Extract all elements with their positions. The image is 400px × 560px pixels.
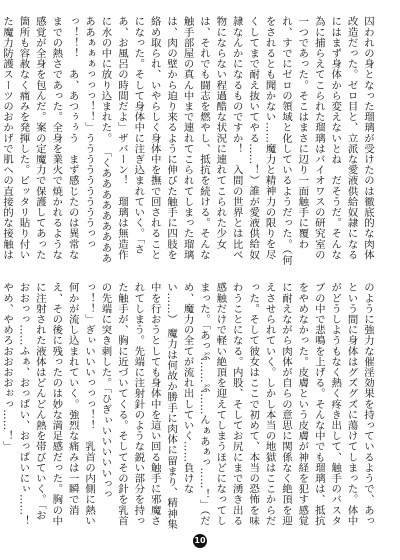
upper-text-block — [1, 16, 376, 270]
page-number-badge: 10 — [193, 534, 207, 548]
lower-text-block — [1, 282, 376, 537]
lower-paragraph-2: 魔力は何故か勝手に肉体に留まり、精神集中を行おうとしても身体中を這い回る触手に邪魔されてしまう。先端に注射針のような鋭い部分を持った触手が、胸に近づいてくる。そしてその針を乳首の先端に突き刺した。「ひぎぃいいいいいっっっ！！」ぎぃいいいっっっ！！ 乳首の内側に熱い何かが流し込まれていく。強烈な痛みは一瞬で消え、その後に残ったのは妙な満足感だった。胸の中に注射された液体はどんどん熱を帯びていく。「おおおっっ……ふぁ、おっぱい、おっぱいにぃ……！ やめ、やめろおおおおぉっ……！」 — [1, 282, 178, 537]
page-number — [188, 534, 212, 548]
upper-paragraph-2: 「くあああああああああああぁぁぁっっっ！！」うううううううううっっっ！！！ あ、あつぅぅう まず感じたのは異常なまでの熱さであった。全身を業火で焼かれるような感覚が全身を包んだ。案の定魔力で保護してあった箇所も容赦なく痛みを発揮した。ビッタリ貼り付いた魔力防護スーツのおかげで肌への直接的な接触は — [1, 16, 112, 264]
upper-paragraph-1: 囚われの身となった瑠璃が受けたのは徹底的な肉体改造だった。ゼロ目と、立派な愛液供給奴隷になるにはまず身体から変えないとね だそうだ。そんな為に捕らえてこられた瑠璃はバイオワスの研究室の一つであった。そこはまさに辺り一面触手に覆われ、すでにゼロの領域と化しているようだった。（何をされるとも聞かない……魔力と精神力の限りを尽くしてまで耐え抜いてやる……！）誰が愛液供給奴隷なんかになるものですか！ 入間の世界とは比べ物にならない程過酷な状況に連れてこられた少女は、それでも闘志を燃やし、抵抗を続ける。そんな触手部屋の真ん中まで連れてこられてしまった瑠璃は、肉の壁から迫り来るように伸びた触手に四肢を絡め取られ、いやらしく身体中を撫で回されることになった。そして身体中に注ぎ込まれていく。「さあ、お風呂の時間だよ」ザバーン！ 瑠璃は無造作に水の中に放り込まれた。 — [99, 16, 374, 266]
lower-paragraph-1: のように強力な催淫効果を持っているようで、あっという間に身体はグズグズに蕩けてしまった。体中がどうしようもなく熱く疼き出して、触手のバスタブの中で悲鳴を上げる。そんな中でも瑠璃は、抵抗をやめなかった。皮膚という皮膚が神経を犯す感覚に耐えながら肉体が自らの意思に関係なく絶頂を迎えさせられていく。しかし本当の地獄はここからだった。そして彼女はここで初めて、本当の恐怖を味わうことになる。内股、そしてお尻にまで湧き出る感触だけで軽い絶頂を迎えてしまうほどになってしまった。「あっぷ……ぷ……んぁあぁっ……！」（だめ、魔力の全てが流れ出していく……負けない……） — [165, 282, 374, 526]
